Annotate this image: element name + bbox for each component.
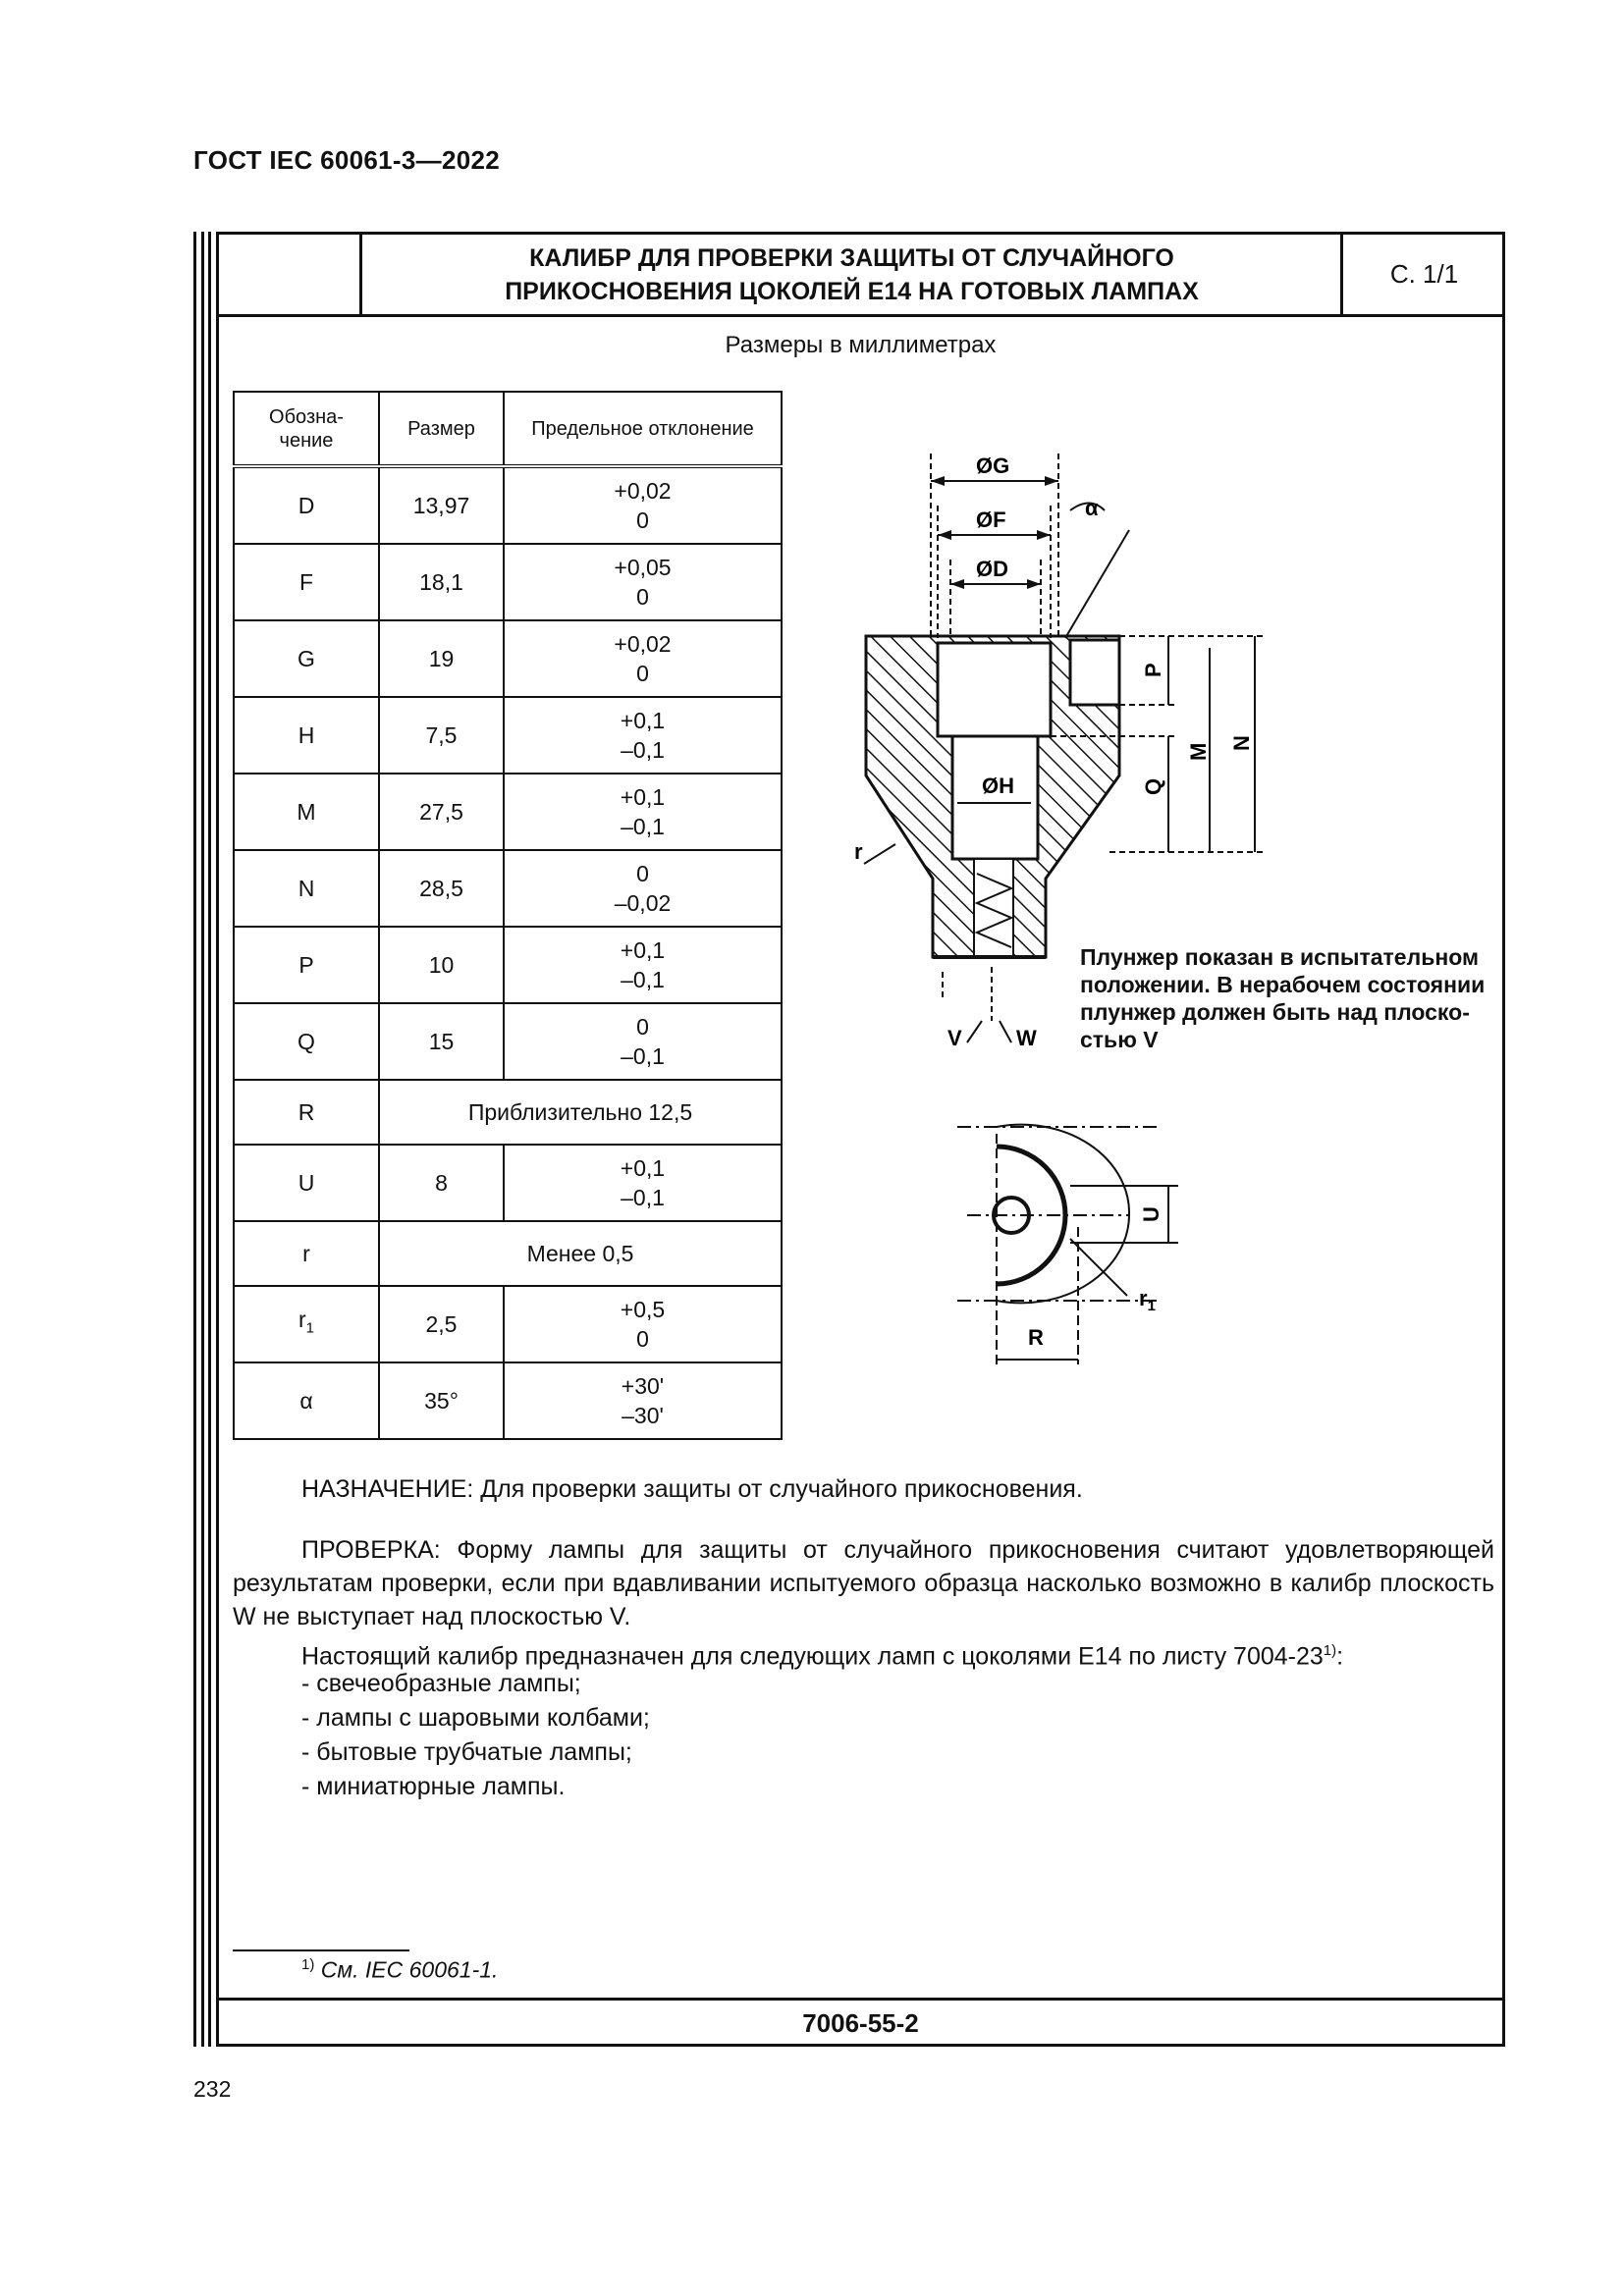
plunger-note: Плунжер показан в испытательном положении. В нерабочем состоянии плунжер должен быть над плоско- стью V — [1080, 944, 1486, 1052]
standard-header: ГОСТ IEC 60061-3—2022 — [193, 145, 500, 175]
list-item: - лампы с шаровыми колбами; — [301, 1704, 650, 1732]
label-N: N — [1229, 735, 1254, 751]
list-item: - миниатюрные лампы. — [301, 1773, 566, 1800]
label-r1: $r_1$ — [1139, 1286, 1156, 1314]
table-row — [234, 774, 782, 850]
size-cell: 13,97 — [379, 466, 504, 544]
header-tolerance: Предельное отклонение — [504, 392, 782, 466]
size-cell: 18,1 — [379, 544, 504, 620]
binding-line — [208, 232, 211, 2047]
tolerance-cell: +0,05 0 — [504, 544, 782, 620]
designation-cell: $r_1$ — [234, 1286, 379, 1362]
sheet-title-line-1: КАЛИБР ДЛЯ ПРОВЕРКИ ЗАЩИТЫ ОТ СЛУЧАЙНОГО — [529, 243, 1174, 272]
table-row — [234, 1003, 782, 1080]
size-cell: 2,5 — [379, 1286, 504, 1362]
table-row — [234, 1362, 782, 1439]
size-cell: 15 — [379, 1003, 504, 1080]
label-V: V — [947, 1026, 962, 1050]
label-W: W — [1016, 1026, 1037, 1050]
designation-cell: H — [234, 697, 379, 774]
tolerance-cell: +0,02 0 — [504, 620, 782, 697]
label-H: ØH — [982, 774, 1014, 798]
binding-line — [193, 232, 196, 2047]
label-P: P — [1141, 663, 1165, 677]
table-row — [234, 927, 782, 1003]
label-M: M — [1186, 742, 1211, 761]
designation-cell: M — [234, 774, 379, 850]
binding-line — [201, 232, 204, 2047]
table-row — [234, 1221, 782, 1286]
size-cell: 19 — [379, 620, 504, 697]
designation-cell: U — [234, 1145, 379, 1221]
units-note: Размеры в миллиметрах — [725, 332, 997, 358]
size-cell: 28,5 — [379, 850, 504, 927]
tolerance-cell: 0 –0,1 — [504, 1003, 782, 1080]
label-r: r — [854, 839, 863, 864]
table-row — [234, 697, 782, 774]
label-F: ØF — [976, 507, 1006, 532]
header-size: Размер — [379, 392, 504, 466]
page-number: 232 — [193, 2076, 232, 2102]
usage-text: Настоящий калибр предназначен для следующих ламп с цоколями E14 по листу 7004-23$^{1)}$: — [301, 1642, 1344, 1671]
footnote-rule — [233, 1949, 409, 1951]
purpose-text: НАЗНАЧЕНИЕ: Для проверки защиты от случайного прикосновения. — [301, 1475, 1083, 1503]
tolerance-cell: +0,1 –0,1 — [504, 1145, 782, 1221]
size-cell: 27,5 — [379, 774, 504, 850]
designation-cell: Q — [234, 1003, 379, 1080]
tolerance-cell: +0,1 –0,1 — [504, 774, 782, 850]
label-G: ØG — [976, 454, 1010, 478]
sheet-title-line-2: ПРИКОСНОВЕНИЯ ЦОКОЛЕЙ E14 НА ГОТОВЫХ ЛАМПАХ — [505, 277, 1199, 305]
check-text: ПРОВЕРКА: Форму лампы для защиты от случайного прикосновения считают удовлетворяющей результатам проверки, если при вдавливании испытуемого образца насколько возможно в калибр плоскость W не выступает над плоскостью V. — [233, 1536, 1494, 1630]
label-alpha: α — [1085, 496, 1099, 520]
table-row — [234, 620, 782, 697]
gauge-drawing — [844, 432, 1492, 1374]
table-row — [234, 1080, 782, 1145]
list-item: - бытовые трубчатые лампы; — [301, 1738, 632, 1766]
tolerance-cell: +0,1 –0,1 — [504, 697, 782, 774]
table-row — [234, 1145, 782, 1221]
tolerance-cell: +0,5 0 — [504, 1286, 782, 1362]
tolerance-cell: 0 –0,02 — [504, 850, 782, 927]
designation-cell: R — [234, 1080, 379, 1145]
tolerance-cell: +30' –30' — [504, 1362, 782, 1439]
sheet-number: С. 1/1 — [1340, 232, 1505, 317]
designation-cell: N — [234, 850, 379, 927]
table-header-row — [234, 392, 782, 466]
designation-cell: D — [234, 466, 379, 544]
size-cell: 8 — [379, 1145, 504, 1221]
label-R: R — [1028, 1325, 1044, 1350]
designation-cell: r — [234, 1221, 379, 1286]
label-U: U — [1139, 1206, 1163, 1222]
footnote: $^{1)}$ См. IEC 60061-1. — [301, 1956, 499, 1983]
table-row — [234, 544, 782, 620]
label-D: ØD — [976, 557, 1008, 581]
table-row — [234, 1286, 782, 1362]
tolerance-cell: +0,02 0 — [504, 466, 782, 544]
table-row — [234, 850, 782, 927]
size-cell: 7,5 — [379, 697, 504, 774]
tolerance-cell: +0,1 –0,1 — [504, 927, 782, 1003]
sheet-title — [359, 232, 1341, 317]
table-row — [234, 466, 782, 544]
list-item: - свечеобразные лампы; — [301, 1670, 581, 1697]
header-designation: Обозна- чение — [234, 392, 379, 466]
designation-cell: P — [234, 927, 379, 1003]
designation-cell: G — [234, 620, 379, 697]
label-Q: Q — [1141, 777, 1165, 795]
sheet-code: 7006-55-2 — [216, 1998, 1505, 2047]
dimensions-table — [233, 391, 783, 1440]
size-cell: 10 — [379, 927, 504, 1003]
designation-cell: F — [234, 544, 379, 620]
designation-cell: α — [234, 1362, 379, 1439]
merged-cell: Менее 0,5 — [379, 1221, 782, 1286]
merged-cell: Приблизительно 12,5 — [379, 1080, 782, 1145]
size-cell: 35° — [379, 1362, 504, 1439]
